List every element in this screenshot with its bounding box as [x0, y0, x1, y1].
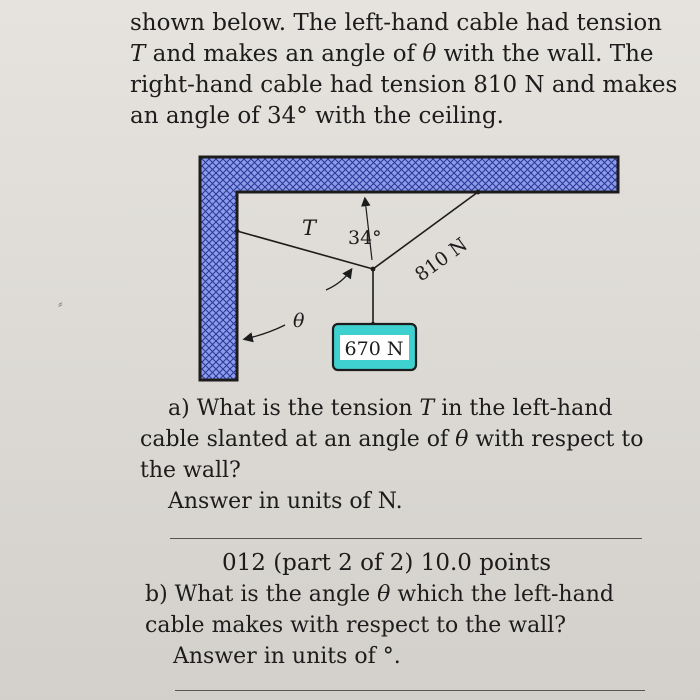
answer-line-b[interactable]	[175, 690, 645, 691]
intro-line-3: right-hand cable had tension 810 N and makes	[130, 72, 678, 98]
qa-tension-variable: T	[419, 396, 435, 421]
label-theta: θ	[293, 310, 305, 332]
qa-line-1-pre: a) What is the tension	[168, 396, 420, 421]
theta-arc-lower	[245, 325, 285, 339]
qa-line-3: the wall?	[140, 458, 241, 483]
intro-line-2	[130, 39, 670, 70]
problem-statement	[130, 8, 678, 132]
left-anchor-dot	[235, 229, 240, 234]
qb-line-1-post: which the left-hand	[390, 582, 614, 607]
label-34-degrees: 34°	[348, 227, 382, 249]
junction-dot	[371, 267, 376, 272]
question-part-b	[145, 579, 675, 672]
qa-line-2	[140, 424, 670, 455]
qa-line-1	[140, 393, 670, 424]
qa-units: Answer in units of N.	[168, 489, 403, 514]
qa-line-1-post: in the left-hand	[434, 396, 613, 421]
qb-units: Answer in units of °.	[173, 644, 401, 669]
right-anchor-dot	[476, 190, 481, 195]
diagram-svg	[195, 152, 625, 387]
theta-arc-upper	[326, 270, 351, 290]
answer-line-a[interactable]	[170, 538, 642, 539]
qb-theta-symbol: θ	[377, 582, 391, 607]
question-part-a	[140, 393, 670, 517]
label-810N: 810 N	[411, 233, 472, 287]
theta-symbol: θ	[422, 41, 437, 67]
label-T: T	[302, 216, 317, 240]
qa-line-2-pre: cable slanted at an angle of	[140, 427, 456, 452]
label-weight: 670 N	[344, 338, 404, 360]
intro-line-4: an angle of 34° with the ceiling.	[130, 103, 504, 129]
part-2-header: 012 (part 2 of 2) 10.0 points	[222, 550, 552, 576]
qb-line-1-pre: b) What is the angle	[145, 582, 378, 607]
qa-line-2-post: with respect to	[468, 427, 644, 452]
qa-theta-symbol: θ	[455, 427, 469, 452]
tension-variable: T	[130, 41, 146, 67]
qb-line-1	[145, 579, 675, 610]
intro-line-1: shown below. The left-hand cable had tension	[130, 10, 662, 36]
tension-diagram	[195, 152, 625, 387]
qb-line-2: cable makes with respect to the wall?	[145, 613, 567, 638]
intro-line-2-text: and makes an angle of	[145, 41, 423, 67]
margin-mark: ⸗	[58, 296, 63, 312]
intro-line-2-end: with the wall. The	[436, 41, 654, 67]
